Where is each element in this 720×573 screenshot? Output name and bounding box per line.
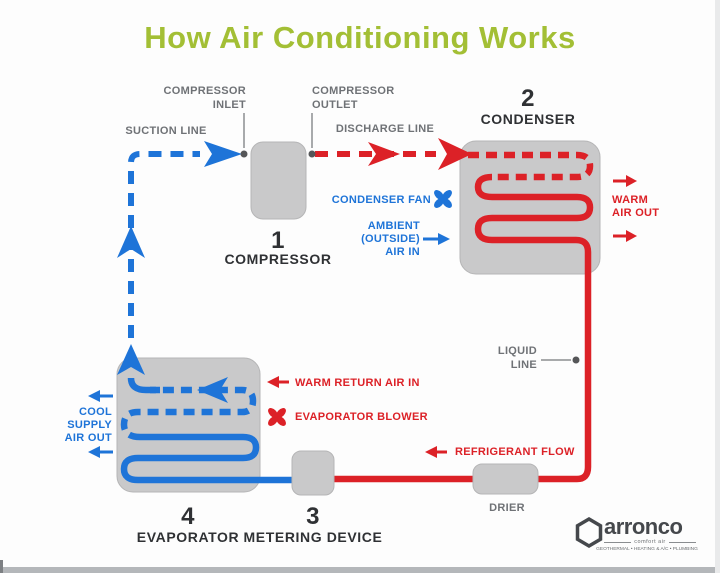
logo-wordmark: arronco [604, 514, 683, 539]
warm-return-arrow-icon [267, 376, 279, 388]
logo-tagline-row [604, 539, 696, 545]
warm-return-air-label: WARM RETURN AIR IN [295, 377, 420, 389]
evaporator-number: 4 [181, 503, 195, 530]
outlet-dot [309, 151, 316, 158]
compressor-inlet-line2: INLET [212, 99, 246, 111]
inlet-dot [241, 151, 248, 158]
warm-air-out-label [612, 194, 659, 220]
logo-hexagon-icon [578, 519, 601, 546]
logo-services: GEOTHERMAL • HEATING & A/C • PLUMBING [596, 547, 698, 552]
evaporator-box [117, 358, 260, 492]
right-edge-bar [715, 0, 720, 573]
compressor-outlet-line1: COMPRESSOR [312, 85, 395, 97]
metering-device-box [292, 451, 334, 495]
warm-air-arrow-bottom-icon [626, 230, 637, 242]
compressor-inlet-label [146, 84, 246, 112]
ambient-line2: (OUTSIDE) [361, 233, 420, 245]
compressor-outlet-line2: OUTLET [312, 99, 358, 111]
drier-box [473, 464, 538, 494]
bottom-edge-bar [0, 567, 720, 573]
liquid-line-label [457, 344, 537, 372]
evaporator-blower-icon [266, 406, 287, 427]
suction-arrow-icon [204, 141, 242, 167]
metering-device-number: 3 [306, 503, 320, 530]
condenser-fan-icon [432, 188, 453, 209]
liquid-line-dot [573, 357, 580, 364]
cool-supply-arrow-top-icon [88, 390, 100, 402]
warm-air-out-line1: WARM [612, 194, 649, 206]
metering-device-name: METERING DEVICE [243, 529, 383, 545]
ambient-line3: AIR IN [385, 246, 420, 258]
compressor-box [251, 142, 306, 219]
logo-tagline-rule-right [669, 542, 696, 543]
compressor-inlet-line1: COMPRESSOR [163, 85, 246, 97]
compressor-name: COMPRESSOR [224, 251, 332, 267]
condenser-box [460, 141, 600, 274]
liquid-line-line2: LINE [510, 359, 537, 371]
liquid-line-line1: LIQUID [497, 345, 537, 357]
evaporator-blower-label: EVAPORATOR BLOWER [295, 411, 428, 423]
logo-tagline-rule-left [604, 542, 631, 543]
suction-up-arrow-icon [117, 226, 145, 258]
logo-tagline: comfort air [634, 539, 666, 545]
discharge-arrow-icon [368, 142, 400, 166]
discharge-line-label: DISCHARGE LINE [335, 123, 435, 135]
page-title: How Air Conditioning Works [144, 20, 576, 55]
ambient-arrow-icon [438, 233, 450, 245]
suction-line-label: SUCTION LINE [125, 125, 207, 137]
compressor-number: 1 [271, 227, 285, 254]
ambient-line1: AMBIENT [367, 220, 420, 232]
cool-supply-line2: AIR OUT [64, 432, 112, 444]
refrigerant-flow-arrow-icon [425, 446, 437, 458]
suction-line-path [131, 154, 200, 338]
compressor-outlet-label [312, 84, 412, 112]
bottom-left-edge-mark [0, 560, 3, 573]
refrigerant-flow-label: REFRIGERANT FLOW [455, 446, 575, 458]
cool-supply-arrow-bottom-icon [88, 446, 100, 458]
condenser-name: CONDENSER [480, 111, 576, 127]
condenser-fan-label: CONDENSER FAN [331, 194, 431, 206]
warm-air-out-line2: AIR OUT [612, 207, 660, 219]
ambient-air-label [330, 220, 420, 259]
drier-label: DRIER [489, 502, 525, 514]
evaporator-name: EVAPORATOR [136, 529, 240, 545]
condenser-number: 2 [521, 85, 535, 112]
warm-air-arrow-top-icon [626, 175, 637, 187]
cool-supply-line1: COOL SUPPLY [67, 406, 112, 431]
cool-supply-label [32, 406, 112, 445]
